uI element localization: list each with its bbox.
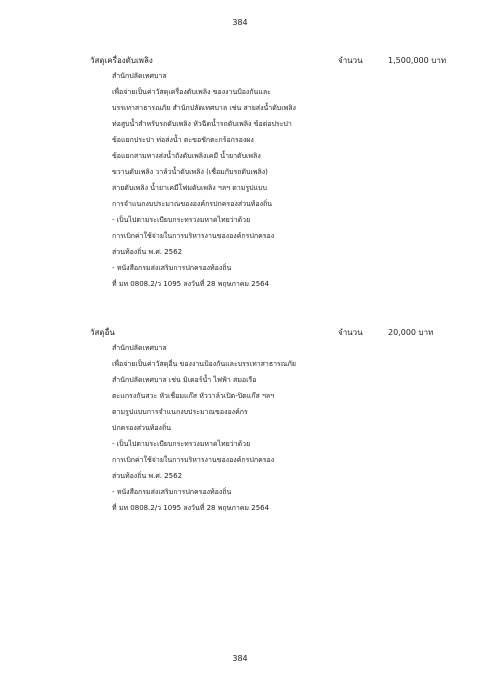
body-line: การจำแนกงบประมาณขององค์กรปกครองส่วนท้องถิ่น [112,200,273,208]
body-line: ปกครองส่วนท้องถิ่น [112,424,171,432]
body-line: ตามรูปแบบการจำแนกงบประมาณขององค์กร [112,408,248,416]
body-line: ที่ มท 0808.2/ว 1095 ลงวันที่ 28 พฤษภาคม 2564 [112,280,270,288]
body-line: - เป็นไปตามระเบียบกระทรวงมหาดไทยว่าด้วย [112,440,251,448]
body-line: ที่ มท 0808.2/ว 1095 ลงวันที่ 28 พฤษภาคม 2564 [112,504,270,512]
section-body [90,340,450,516]
section-header [90,326,450,340]
quantity-label: จำนวน [338,56,363,65]
body-line: การเบิกค่าใช้จ่ายในการบริหารงานขององค์กรปกครอง [112,456,275,464]
body-line: เพื่อจ่ายเป็นค่าวัสดุเครื่องดับเพลิง ของงานป้องกันและ [112,88,271,96]
body-line: ท่อสูบน้ำสำหรับรถดับเพลิง หัวฉีดน้ำรถดับเพลิง ข้อต่อประปา [112,120,292,128]
body-line: ขวานดับเพลิง วาล์วน้ำดับเพลิง (เชื่อมกับรถดับเพลิง) [112,168,268,176]
body-line: ข้อแยกประปา ท่อส่งน้ำ ตะขอชักตะกร้อกรองผง [112,136,254,144]
body-line: สายดับเพลิง น้ำยาเคมีโฟมดับเพลิง ฯลฯ ตามรูปแบบ [112,184,267,192]
section-body [90,68,450,292]
body-line: ข้อแยกสามทางส่งน้ำถังดับเพลิงเคมี น้ำยาดับเพลิง [112,152,261,160]
budget-section-other-materials [90,326,450,516]
page-number-bottom: 384 [232,654,248,663]
body-line: เพื่อจ่ายเป็นค่าวัสดุอื่น ของงานป้องกันและบรรเทาสาธารณภัย [112,360,297,368]
quantity-label: จำนวน [338,328,363,337]
body-line: สำนักปลัดเทศบาล [112,72,167,80]
section-title: วัสดุอื่น [90,328,115,337]
body-line: การเบิกค่าใช้จ่ายในการบริหารงานขององค์กรปกครอง [112,232,275,240]
body-line: - เป็นไปตามระเบียบกระทรวงมหาดไทยว่าด้วย [112,216,251,224]
amount-value: 20,000 บาท [388,328,434,337]
section-title: วัสดุเครื่องดับเพลิง [90,56,153,65]
body-line: สำนักปลัดเทศบาล เช่น มิเตอร์น้ำ ไฟฟ้า สมอเรือ [112,376,257,384]
amount-value: 1,500,000 บาท [388,56,447,65]
body-line: ตะแกรงกันสวะ หัวเชื่อมแก๊ส หัววาล์วเปิด-ปิดแก๊ส ฯลฯ [112,392,275,400]
section-header [90,54,450,68]
body-line: ส่วนท้องถิ่น พ.ศ. 2562 [112,248,183,256]
page-number-top: 384 [232,18,248,27]
body-line: - หนังสือกรมส่งเสริมการปกครองท้องถิ่น [112,488,232,496]
budget-section-fire-equipment [90,54,450,292]
body-line: บรรเทาสาธารณภัย สำนักปลัดเทศบาล เช่น สายส่งน้ำดับเพลิง [112,104,296,112]
body-line: - หนังสือกรมส่งเสริมการปกครองท้องถิ่น [112,264,232,272]
body-line: สำนักปลัดเทศบาล [112,344,167,352]
body-line: ส่วนท้องถิ่น พ.ศ. 2562 [112,472,183,480]
